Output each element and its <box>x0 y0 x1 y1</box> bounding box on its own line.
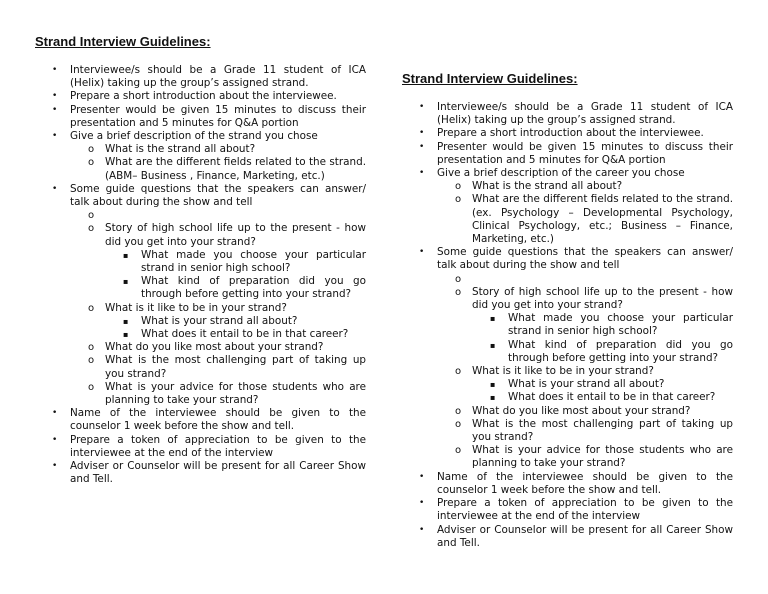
sub-list <box>437 273 733 471</box>
list-item: • Some guide questions that the speakers can answer/ talk about during the show and tell o o Story of high school life up to the present - how did you get into your strand? ▪ What made you choose your particular strand in senior high school? ▪ What kind of preparation did you go through before getting into your strand? o What is it like to be in your strand? ▪ What is your strand all about? ▪ What does it entail to be in that career? o What do you like most about your strand? o What is the most challenging part of taking up you strand? o What is your advice for those students who are planning to take your strand? <box>52 182 366 407</box>
square-bullet-icon: ▪ <box>490 314 496 324</box>
bullet-icon: • <box>52 104 58 115</box>
list-item: ▪ What is your strand all about? <box>123 314 298 327</box>
bullet-icon: • <box>419 247 425 258</box>
list-item: o Story of high school life up to the present - how did you get into your strand? ▪ What made you choose your particular strand in senior high school? ▪ What kind of preparation did you go through before getting into your strand? <box>455 285 733 364</box>
list-item: • Some guide questions that the speakers can answer/ talk about during the show and tell o o Story of high school life up to the present - how did you get into your strand? ▪ What made you choose your particular strand in senior high school? ▪ What kind of preparation did you go through before getting into your strand? o What is it like to be in your strand? ▪ What is your strand all about? ▪ What does it entail to be in that career? o What do you like most about your strand? o What is the most challenging part of taking up you strand? o What is your advice for those students who are planning to take your strand? <box>419 246 733 470</box>
list-item: • Presenter would be given 15 minutes to discuss their presentation and 5 minutes for Q&A portion <box>419 140 733 166</box>
list-item: o What is it like to be in your strand? ▪ What is your strand all about? ▪ What does it entail to be in that career? <box>437 365 733 405</box>
list-item: o What is your advice for those students who are planning to take your strand? <box>455 444 733 470</box>
list-item: ▪ What does it entail to be in that career? <box>490 391 716 404</box>
list-item: • Name of the interviewee should be given to the counselor 1 week before the show and tell. <box>52 407 366 433</box>
circle-bullet-icon: o <box>88 381 95 393</box>
list-item: ▪ What made you choose your particular strand in senior high school? <box>123 248 366 275</box>
list-item: o What do you like most about your strand? <box>455 404 691 417</box>
circle-bullet-icon: o <box>88 157 95 169</box>
bullet-icon: • <box>419 524 425 535</box>
list-item: • Prepare a short introduction about the interviewee. <box>419 127 704 140</box>
circle-bullet-icon: o <box>455 286 462 298</box>
page-title: Strand Interview Guidelines: <box>402 71 578 86</box>
square-bullet-icon: ▪ <box>123 277 129 287</box>
list-item: • Presenter would be given 15 minutes to discuss their presentation and 5 minutes for Q&A portion <box>52 103 366 129</box>
circle-bullet-icon: o <box>455 181 462 193</box>
bullet-icon: • <box>419 141 425 152</box>
list-item: • Adviser or Counselor will be present for all Career Show and Tell. <box>419 523 733 549</box>
circle-bullet-icon: o <box>455 405 462 417</box>
circle-bullet-icon: o <box>455 366 462 378</box>
list-item: o What do you like most about your strand? <box>88 341 324 354</box>
list-item: ▪ What made you choose your particular strand in senior high school? <box>490 312 733 338</box>
circle-bullet-icon: o <box>88 302 95 314</box>
list-item: • Give a brief description of the strand you chose o What is the strand all about? o What are the different fields related to the strand. (ABM– Business , Finance, Marketing, etc.) <box>52 130 366 182</box>
bullet-icon: • <box>419 128 425 139</box>
square-bullet-icon: ▪ <box>123 330 129 340</box>
list-item: o What are the different fields related to the strand. (ex. Psychology – Developmental Psychology, Clinical Psychology, etc.; Business – Finance, Marketing, etc.) <box>455 193 733 246</box>
list-item: o What is the strand all about? <box>88 143 256 156</box>
circle-bullet-icon: o <box>88 223 95 235</box>
circle-bullet-icon: o <box>88 144 95 156</box>
list-item: • Interviewee/s should be a Grade 11 student of ICA (Helix) taking up the group’s assigned strand. <box>52 64 366 90</box>
circle-bullet-icon: o <box>455 273 462 285</box>
bullet-icon: • <box>419 102 425 112</box>
list-item: • Prepare a token of appreciation to be given to the interviewee at the end of the interview <box>419 497 733 523</box>
sub-sub-list <box>105 315 366 341</box>
bullet-icon: • <box>419 471 425 482</box>
square-bullet-icon: ▪ <box>123 316 129 326</box>
list-item: ▪ What is your strand all about? <box>490 378 665 391</box>
sub-list <box>70 209 366 407</box>
list-item: • Prepare a short introduction about the interviewee. <box>52 90 337 103</box>
bullet-icon: • <box>52 461 58 472</box>
list-item: o Story of high school life up to the present - how did you get into your strand? ▪ What made you choose your particular strand in senior high school? ▪ What kind of preparation did you go through before getting into your strand? <box>88 222 366 301</box>
circle-bullet-icon: o <box>88 342 95 354</box>
list-item: • Name of the interviewee should be given to the counselor 1 week before the show and tell. <box>419 470 733 496</box>
page-title: Strand Interview Guidelines: <box>35 34 211 49</box>
list-item: • Prepare a token of appreciation to be given to the interviewee at the end of the interview <box>52 433 366 459</box>
list-item: ▪ What kind of preparation did you go through before getting into your strand? <box>123 275 366 301</box>
sub-sub-list <box>472 378 733 404</box>
circle-bullet-icon: o <box>88 355 95 367</box>
square-bullet-icon: ▪ <box>123 250 129 260</box>
bullet-icon: • <box>52 434 58 445</box>
list-item: • Adviser or Counselor will be present for all Career Show and Tell. <box>52 460 366 486</box>
list-item: o What are the different fields related to the strand. (ABM– Business , Finance, Marketing, etc.) <box>88 156 366 182</box>
sub-sub-list <box>105 249 366 302</box>
list-item <box>437 273 733 286</box>
list-item: o What is it like to be in your strand? ▪ What is your strand all about? ▪ What does it entail to be in that career? <box>70 302 366 342</box>
bullet-icon: • <box>52 183 58 194</box>
circle-bullet-icon: o <box>455 194 462 206</box>
circle-bullet-icon: o <box>455 418 462 430</box>
guidelines-list <box>402 101 733 550</box>
circle-bullet-icon: o <box>88 210 95 222</box>
bullet-icon: • <box>419 498 425 509</box>
list-item: o What is the most challenging part of taking up you strand? <box>455 417 733 444</box>
bullet-icon: • <box>52 91 58 102</box>
list-item: o What is the most challenging part of taking up you strand? <box>88 354 366 380</box>
list-item <box>70 209 366 222</box>
square-bullet-icon: ▪ <box>490 380 496 390</box>
bullet-icon: • <box>52 65 58 75</box>
list-item: • Give a brief description of the career you chose o What is the strand all about? o What are the different fields related to the strand. (ex. Psychology – Developmental Psychology, Clinical Psychology, etc.; Business – Finance, Marketing, etc.) <box>419 167 733 246</box>
list-item: ▪ What kind of preparation did you go through before getting into your strand? <box>490 338 733 364</box>
circle-bullet-icon: o <box>455 445 462 457</box>
bullet-icon: • <box>419 168 425 179</box>
sub-list <box>70 143 366 183</box>
list-item: • Interviewee/s should be a Grade 11 student of ICA (Helix) taking up the group’s assigned strand. <box>419 101 733 127</box>
sub-list <box>437 180 733 246</box>
bullet-icon: • <box>52 131 58 142</box>
square-bullet-icon: ▪ <box>490 340 496 350</box>
list-item: o What is your advice for those students who are planning to take your strand? <box>88 380 366 407</box>
square-bullet-icon: ▪ <box>490 393 496 403</box>
left-guidelines-column <box>35 34 366 487</box>
right-guidelines-column <box>402 71 733 550</box>
bullet-icon: • <box>52 408 58 419</box>
guidelines-list <box>35 64 366 487</box>
list-item: ▪ What does it entail to be in that career? <box>123 328 349 341</box>
sub-sub-list <box>472 312 733 365</box>
list-item: o What is the strand all about? <box>455 180 623 193</box>
